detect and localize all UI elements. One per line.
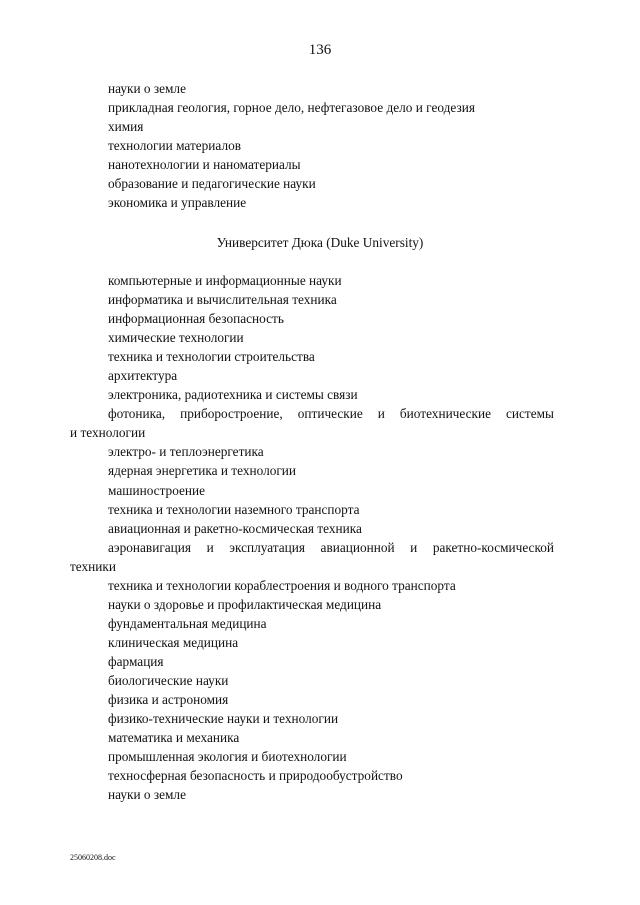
list-item: электроника, радиотехника и системы связи bbox=[108, 387, 358, 403]
list-item-continuation: техники bbox=[70, 558, 116, 574]
list-item: биологические науки bbox=[108, 672, 229, 688]
list-item: химия bbox=[108, 119, 144, 135]
field-list-top bbox=[0, 79, 640, 212]
list-item: промышленная экология и биотехнологии bbox=[108, 749, 347, 765]
list-item: техника и технологии наземного транспорта bbox=[108, 501, 360, 517]
list-item: прикладная геология, горное дело, нефтегазовое дело и геодезия bbox=[108, 100, 475, 116]
list-item: машиностроение bbox=[108, 482, 206, 498]
field-list-duke bbox=[0, 271, 640, 804]
list-item: аэронавигация и эксплуатация авиационной и ракетно-космической bbox=[108, 539, 554, 555]
list-item: авиационная и ракетно-космическая техника bbox=[108, 520, 362, 536]
list-item: экономика и управление bbox=[108, 195, 247, 211]
list-item: фундаментальная медицина bbox=[108, 615, 267, 631]
list-item: фотоника, приборостроение, оптические и биотехнические системы bbox=[108, 406, 554, 422]
list-item: компьютерные и информационные науки bbox=[108, 273, 342, 288]
list-item: науки о здоровье и профилактическая медицина bbox=[108, 596, 382, 612]
university-heading: Университет Дюка (Duke University) bbox=[216, 235, 424, 250]
list-item: физико-технические науки и технологии bbox=[108, 711, 339, 727]
list-item-continuation: и технологии bbox=[70, 425, 146, 441]
list-item: техника и технологии кораблестроения и водного транспорта bbox=[108, 577, 456, 593]
list-item: клиническая медицина bbox=[108, 634, 239, 650]
list-item: физика и астрономия bbox=[108, 692, 229, 708]
list-item: образование и педагогические науки bbox=[108, 176, 316, 192]
list-item: ядерная энергетика и технологии bbox=[108, 463, 297, 479]
file-name-footer: 25060208.doc bbox=[70, 853, 116, 862]
list-item: науки о земле bbox=[108, 81, 186, 96]
list-item: математика и механика bbox=[108, 730, 240, 746]
list-item: техника и технологии строительства bbox=[108, 349, 315, 365]
list-item: электро- и теплоэнергетика bbox=[108, 444, 264, 460]
page-number: 136 bbox=[308, 42, 332, 58]
list-item: химические технологии bbox=[108, 330, 244, 346]
list-item: нанотехнологии и наноматериалы bbox=[108, 157, 301, 173]
list-item: технологии материалов bbox=[108, 138, 242, 154]
list-item: науки о земле bbox=[108, 787, 186, 803]
list-item: фармация bbox=[108, 653, 164, 669]
list-item: техносферная безопасность и природообустройство bbox=[108, 768, 403, 784]
list-item: информационная безопасность bbox=[108, 311, 284, 327]
list-item: архитектура bbox=[108, 368, 178, 384]
list-item: информатика и вычислительная техника bbox=[108, 292, 337, 308]
